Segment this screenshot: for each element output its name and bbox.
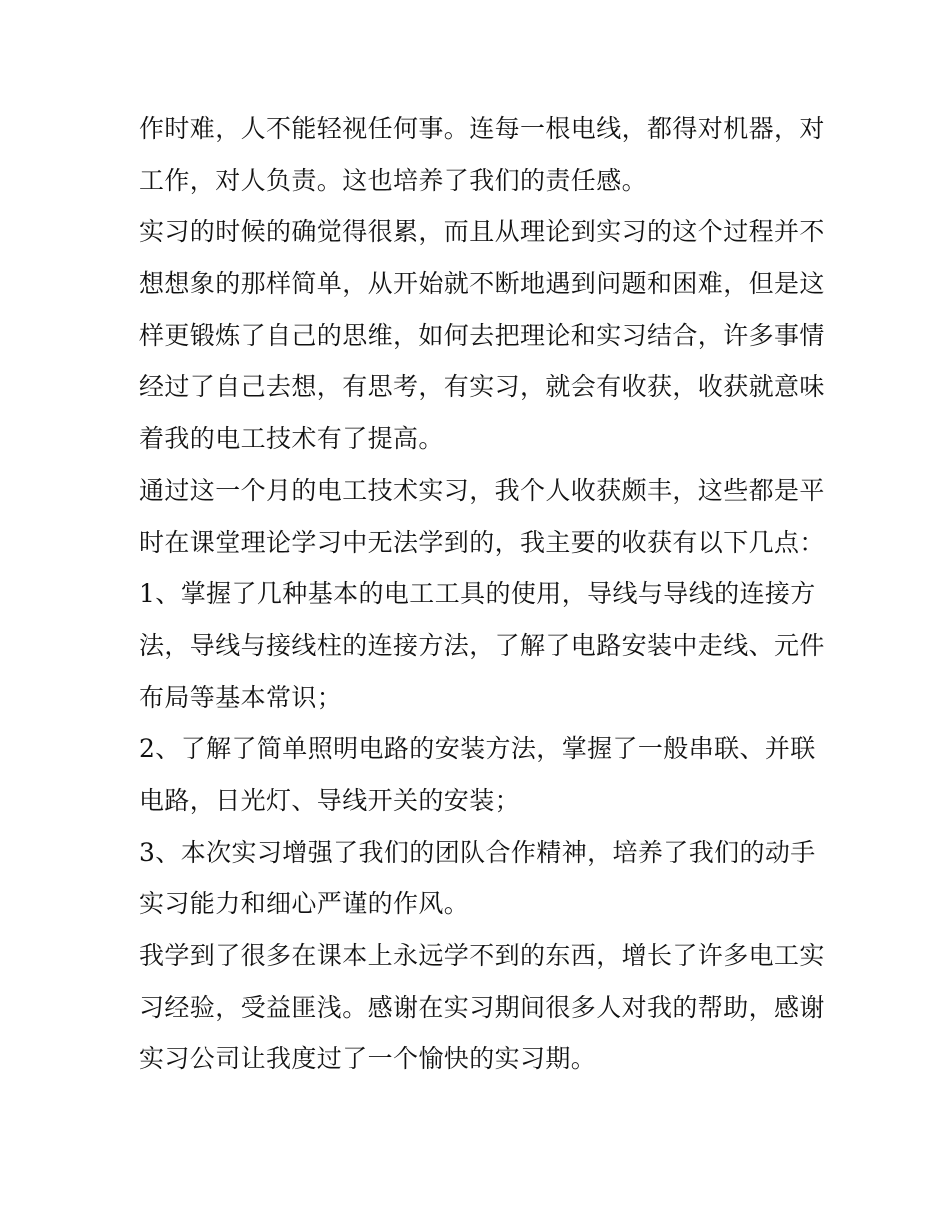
- list-item-line: 2、了解了简单照明电路的安装方法，掌握了一般串联、并联: [139, 734, 816, 764]
- text-line: 时在课堂理论学习中无法学到的，我主要的收获有以下几点：: [139, 527, 825, 557]
- text-line: 我学到了很多在课本上永远学不到的东西，增长了许多电工实: [139, 941, 825, 970]
- list-item-line: 电路，日光灯、导线开关的安装；: [139, 785, 521, 815]
- list-item-line: 实习能力和细心严谨的作风。: [139, 889, 470, 919]
- text-line: 实习的时候的确觉得很累，而且从理论到实习的这个过程并不: [139, 217, 825, 247]
- text-line: 样更锻炼了自己的思维，如何去把理论和实习结合，许多事情: [139, 320, 825, 350]
- text-line: 实习公司让我度过了一个愉快的实习期。: [139, 1044, 597, 1074]
- list-item-line: 法，导线与接线柱的连接方法，了解了电路安装中走线、元件: [139, 630, 825, 660]
- text-line: 通过这一个月的电工技术实习，我个人收获颇丰，这些都是平: [139, 475, 825, 505]
- list-item-line: 布局等基本常识；: [139, 682, 343, 712]
- text-line: 着我的电工技术有了提高。: [139, 424, 444, 454]
- text-line: 想想象的那样简单，从开始就不断地遇到问题和困难，但是这: [139, 269, 825, 299]
- list-item-line: 3、本次实习增强了我们的团队合作精神，培养了我们的动手: [139, 837, 816, 867]
- text-line: 经过了自己去想，有思考，有实习，就会有收获，收获就意味: [139, 372, 825, 402]
- list-item-line: 1、掌握了几种基本的电工工具的使用，导线与导线的连接方: [139, 579, 816, 609]
- text-line: 作时难，人不能轻视任何事。连每一根电线，都得对机器，对: [139, 114, 825, 143]
- document-page: [139, 103, 825, 1085]
- text-line: 工作，对人负责。这也培养了我们的责任感。: [139, 165, 648, 195]
- text-line: 习经验，受益匪浅。感谢在实习期间很多人对我的帮助，感谢: [139, 992, 825, 1022]
